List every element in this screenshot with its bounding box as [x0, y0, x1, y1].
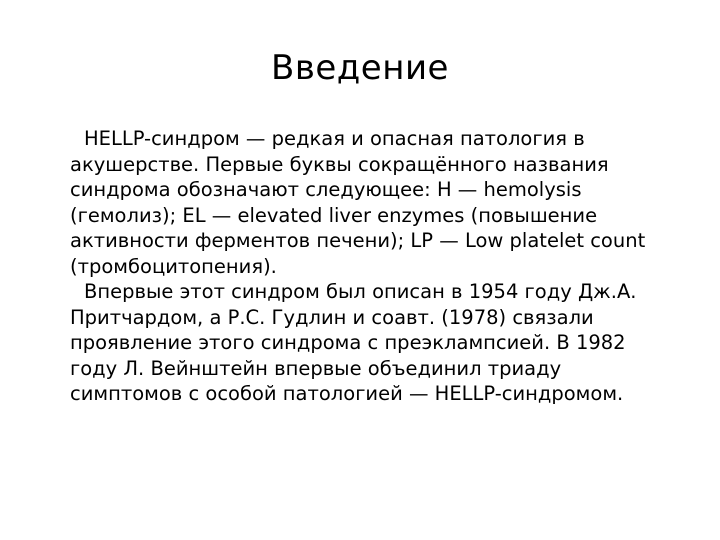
- slide-body: [70, 126, 670, 407]
- paragraph-hellp-definition: HELLP-синдром — редкая и опасная патология в акушерстве. Первые буквы сокращённого названия синдрома обозначают следующее: H — hemolysis (гемолиз); EL — elevated liver enzymes (повышение активности ферментов печени); LP — Low platelet count (тромбоцитопения).: [70, 127, 646, 278]
- paragraph-history: Впервые этот синдром был описан в 1954 году Дж.А. Притчардом, а Р.С. Гудлин и соавт. (1978) связали проявление этого синдрома с преэклампсией. В 1982 году Л. Вейнштейн впервые объединил триаду симптомов с особой патологией — HELLP-синдромом.: [70, 280, 637, 405]
- slide-title: Введение: [271, 48, 449, 88]
